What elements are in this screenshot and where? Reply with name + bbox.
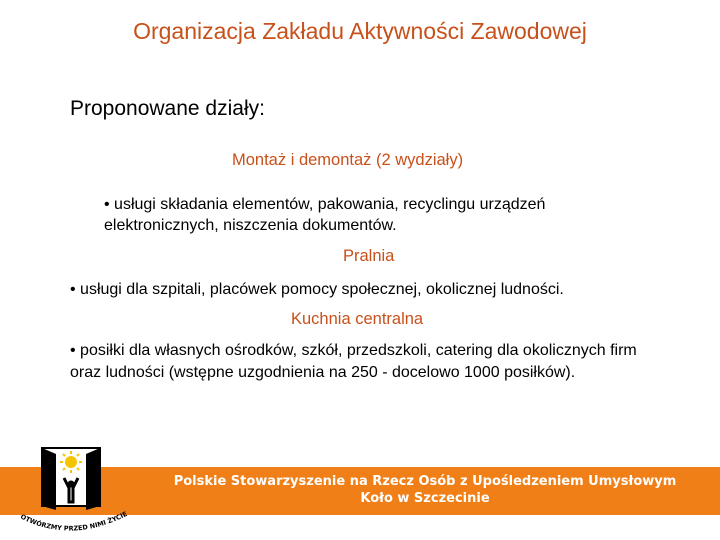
section-heading-assembly: Montaż i demontaż (2 wydziały) <box>232 151 464 169</box>
footer-text <box>140 473 710 507</box>
section-bullet-kitchen: • posiłki dla własnych ośrodków, szkół, przedszkoli, catering dla okolicznych firm oraz ludności (wstępne uzgodnienia na 250 - docelowo 1000 posiłków). <box>70 342 637 381</box>
logo-arc-text: OTWÓRZMY PRZED NIMI ŻYCIE <box>19 509 129 533</box>
footer-branch-name: Koło w Szczecinie <box>360 491 490 506</box>
slide-subtitle: Proponowane działy: <box>70 97 265 120</box>
slide-title: Organizacja Zakładu Aktywności Zawodowej <box>133 18 587 44</box>
footer-org-name: Polskie Stowarzyszenie na Rzecz Osób z Upośledzeniem Umysłowym <box>173 474 677 489</box>
svg-text:OTWÓRZMY PRZED NIMI ŻYCIE <box>19 510 128 533</box>
organization-logo <box>12 440 142 540</box>
section-bullet-assembly: • usługi składania elementów, pakowania, recyclingu urządzeń elektronicznych, niszczenia dokumentów. <box>104 196 546 234</box>
section-heading-kitchen: Kuchnia centralna <box>291 310 424 328</box>
section-bullet-laundry: • usługi dla szpitali, placówek pomocy społecznej, okolicznej ludności. <box>70 281 564 298</box>
section-heading-laundry: Pralnia <box>343 247 395 265</box>
